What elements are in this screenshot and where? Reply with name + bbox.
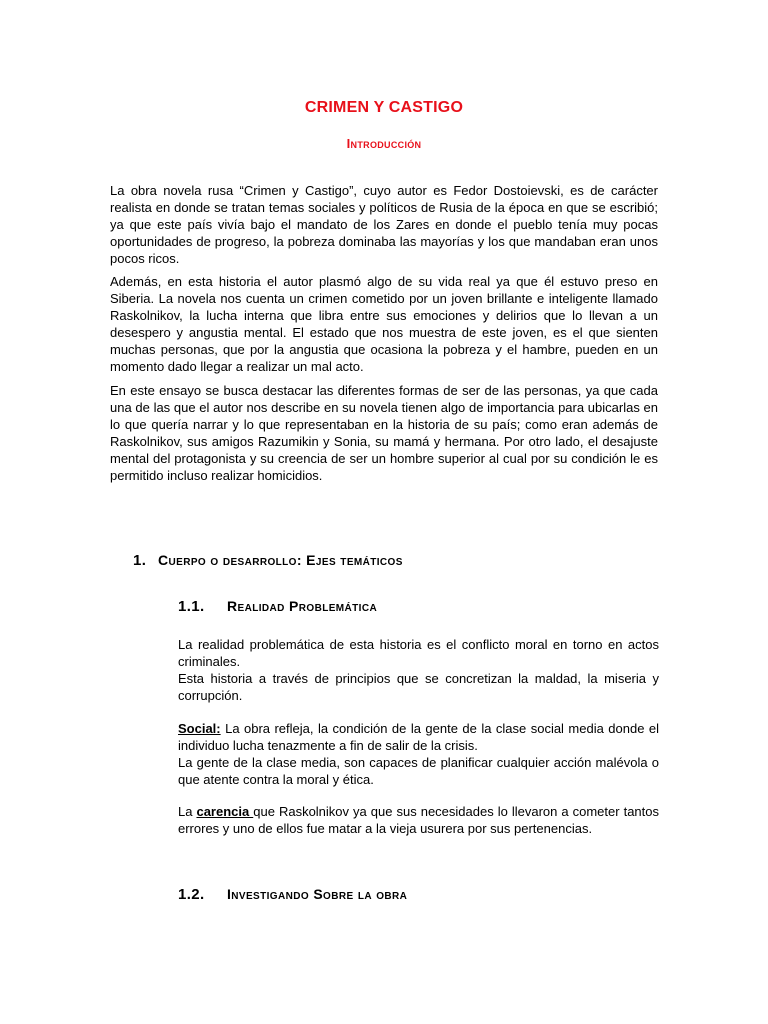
social-paragraph [178,720,659,754]
carencia-label: carencia [196,804,254,819]
section-1-1-heading [178,598,377,615]
carencia-prefix: La [178,804,197,819]
section-1-1-title: Realidad Problemática [227,598,378,614]
section-1-2-title: Investigando Sobre la obra [227,886,408,902]
intro-paragraph-2: Además, en esta historia el autor plasmó algo de su vida real ya que él estuvo preso en Siberia. La novela nos cuenta un crimen cometido por un joven brillante e inteligente llamado Raskolnikov, la lucha interna que libra entre sus emociones y delirios que lo llevan a un desespero y angustia mental. El estado que nos muestra de este joven, es el que sienten muchas personas, que por la angustia que ocasiona la pobreza y el hambre, pueden en un momento dado llegar a realizar un mal acto. [110,274,658,374]
section-1-heading [133,552,403,569]
social-text: La obra refleja, la condición de la gente de la clase social media donde el individuo lucha tenazmente a fin de salir de la crisis. [178,721,659,753]
section-1-1-paragraph-2: Esta historia a través de principios que se concretizan la maldad, la miseria y corrupción. [178,671,659,703]
section-1-1-number: 1.1. [178,598,205,615]
section-1-1-paragraph-1: La realidad problemática de esta historia es el conflicto moral en torno en actos criminales. [178,637,659,669]
document-subtitle: Introducción [346,136,422,151]
intro-paragraph-1: La obra novela rusa “Crimen y Castigo”, cuyo autor es Fedor Dostoievski, es de carácter realista en donde se tratan temas sociales y políticos de Rusia de la época en que se escribió; ya que este país vivía bajo el mandato de los Zares en donde el pueblo tenía muy pocas oportunidades de progreso, la pobreza dominaba las mayorías y los que mandaban eran unos pocos ricos. [110,183,658,266]
section-1-1-paragraph-4: La gente de la clase media, son capaces de planificar cualquier acción malévola o que atente contra la moral y ética. [178,755,659,787]
social-label: Social: [178,721,221,736]
carencia-text: que Raskolnikov ya que sus necesidades lo llevaron a cometer tantos errores y uno de ellos fue matar a la vieja usurera por sus pertenencias. [178,804,659,836]
intro-paragraph-3: En este ensayo se busca destacar las diferentes formas de ser de las personas, ya que cada una de las que el autor nos describe en su novela tienen algo de importancia para ubicarlas en lo que quería narrar y lo que representaban en la historia de su país; como eran además de Raskolnikov, sus amigos Razumikin y Sonia, su mamá y hermana. Por otro lado, el desajuste mental del protagonista y su creencia de ser un hombre superior al cual por su condición le es permitido incluso realizar homicidios. [110,383,658,483]
section-1-number: 1. [133,552,147,569]
document-title: CRIMEN Y CASTIGO [304,99,464,116]
section-1-title: Cuerpo o desarrollo: Ejes temáticos [158,552,403,568]
carencia-paragraph [178,803,659,837]
section-1-2-heading [178,886,407,903]
section-1-2-number: 1.2. [178,886,205,903]
